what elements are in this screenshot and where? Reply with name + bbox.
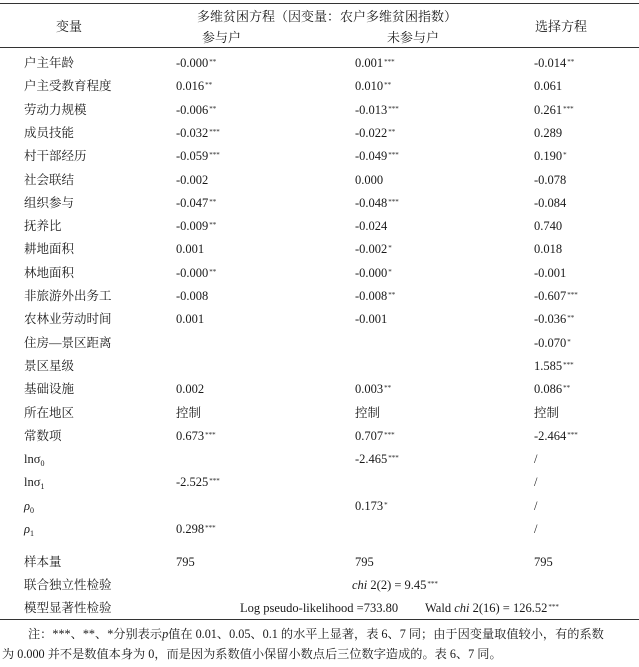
param-c2 — [355, 474, 356, 490]
row-c1 — [176, 311, 205, 327]
row-label: 住房—景区距离 — [24, 336, 112, 350]
wald-prefix: Wald — [425, 601, 455, 615]
coef-value: 0.010 — [355, 79, 384, 93]
row-c2 — [355, 288, 395, 304]
coef-value: 0.289 — [534, 126, 563, 140]
param-symbol: lnσ — [24, 452, 41, 466]
chi-symbol: chi — [352, 578, 368, 592]
coef-value: -0.070 — [534, 336, 567, 350]
significance-stars: * — [563, 151, 567, 159]
coef-value: 控制 — [355, 406, 381, 420]
coef-value: 0.018 — [534, 242, 563, 256]
row-c3 — [534, 335, 571, 351]
row-label: 组织参与 — [24, 196, 75, 210]
param-label — [24, 451, 44, 469]
row-c2 — [355, 265, 392, 281]
param-label — [24, 498, 34, 516]
loglik-value: Log pseudo-likelihood =733.80 — [240, 601, 399, 615]
row-c2 — [355, 405, 381, 421]
row-c3 — [534, 428, 578, 444]
significance-stars: * — [567, 338, 571, 346]
note-line-2: 为 0.000 并不是数值本身为 0，而是因为系数值小保留小数点后三位数字造成的。表 6、7 同。 — [2, 647, 502, 661]
significance-stars: *** — [205, 524, 216, 532]
param-c3 — [534, 521, 537, 537]
coef-value: 控制 — [176, 406, 202, 420]
coef-value: -0.059 — [176, 149, 209, 163]
significance-stars: *** — [567, 291, 578, 299]
significance-stars: ** — [209, 221, 217, 229]
coef-value: 0.298 — [176, 522, 205, 536]
header-equation: 多维贫困方程（因变量：农户多维贫困指数） — [197, 9, 458, 24]
row-label: 林地面积 — [24, 266, 75, 280]
row-label: 村干部经历 — [24, 149, 87, 163]
row-c2 — [355, 358, 356, 374]
row-c1 — [176, 125, 220, 141]
joint-test-label: 联合独立性检验 — [24, 578, 112, 592]
row-c3 — [534, 405, 560, 421]
row-label: 景区星级 — [24, 359, 75, 373]
coef-value: 0.000 — [355, 173, 384, 187]
sample-label: 样本量 — [24, 555, 62, 569]
row-label: 耕地面积 — [24, 242, 75, 256]
significance-stars: *** — [205, 431, 216, 439]
row-label: 户主受教育程度 — [24, 79, 112, 93]
significance-stars: *** — [384, 58, 395, 66]
row-label: 劳动力规模 — [24, 103, 87, 117]
row-label: 户主年龄 — [24, 56, 75, 70]
coef-value: -0.008 — [176, 289, 209, 303]
coef-value: -0.000 — [176, 266, 209, 280]
row-label: 常数项 — [24, 429, 62, 443]
row-c3 — [534, 125, 563, 141]
row-c1 — [176, 55, 216, 71]
significance-stars: ** — [209, 198, 217, 206]
param-subscript: 1 — [40, 482, 45, 491]
coef-value: -0.084 — [534, 196, 567, 210]
row-c3 — [534, 172, 567, 188]
row-c2 — [355, 148, 399, 164]
coef-value: / — [534, 499, 538, 513]
coef-value: -0.036 — [534, 312, 567, 326]
significance-stars: *** — [388, 105, 399, 113]
coef-value: -2.525 — [176, 475, 209, 489]
row-c1 — [176, 335, 177, 351]
row-c2 — [355, 335, 356, 351]
param-c3 — [534, 451, 537, 467]
coef-value: -0.006 — [176, 103, 209, 117]
significance-stars: ** — [205, 81, 213, 89]
row-c3 — [534, 78, 563, 94]
row-c1 — [176, 428, 216, 444]
row-c3 — [534, 195, 567, 211]
coef-value: -0.000 — [355, 266, 388, 280]
coef-value: -0.607 — [534, 289, 567, 303]
significance-stars: ** — [563, 384, 571, 392]
param-symbol: lnσ — [24, 475, 41, 489]
row-c2 — [355, 195, 399, 211]
row-c1 — [176, 78, 212, 94]
bottom-rule — [0, 619, 639, 620]
param-c1 — [176, 474, 220, 490]
row-c1 — [176, 405, 202, 421]
row-c1 — [176, 172, 209, 188]
row-c3 — [534, 311, 574, 327]
coef-value: 0.003 — [355, 382, 384, 396]
significance-stars: *** — [388, 454, 399, 462]
row-c1 — [176, 102, 216, 118]
significance-stars: ** — [388, 291, 396, 299]
coef-value: 0.740 — [534, 219, 563, 233]
note-line1-b: 值在 0.01、0.05、0.1 的水平上显著，表 6、7 同；由于因变量取值较小，有的系数 — [168, 627, 604, 641]
coef-value: 0.001 — [355, 56, 384, 70]
row-label: 基础设施 — [24, 382, 75, 396]
coef-value: -0.032 — [176, 126, 209, 140]
significance-stars: ** — [567, 58, 575, 66]
table-note — [0, 624, 639, 664]
row-c1 — [176, 358, 177, 374]
param-c3 — [534, 498, 537, 514]
row-c3 — [534, 55, 574, 71]
param-c3 — [534, 474, 537, 490]
param-c1 — [176, 521, 216, 537]
coef-value: 0.673 — [176, 429, 205, 443]
coef-value: 0.001 — [176, 312, 205, 326]
header-rule — [0, 47, 639, 48]
row-c3 — [534, 381, 570, 397]
row-label: 非旅游外出务工 — [24, 289, 112, 303]
coef-value: -0.013 — [355, 103, 388, 117]
header-nonparticipant: 未参与户 — [387, 30, 440, 45]
significance-stars: ** — [567, 314, 575, 322]
coef-value: -0.002 — [355, 242, 388, 256]
significance-stars: *** — [384, 431, 395, 439]
significance-stars: ** — [209, 105, 217, 113]
coef-value: 0.173 — [355, 499, 384, 513]
param-subscript: 1 — [30, 529, 34, 538]
row-c2 — [355, 125, 395, 141]
row-c3 — [534, 102, 574, 118]
significance-stars: ** — [384, 384, 392, 392]
param-label — [24, 521, 34, 539]
sample-c1: 795 — [176, 555, 195, 569]
coef-value: -2.465 — [355, 452, 388, 466]
coef-value: -0.022 — [355, 126, 388, 140]
joint-test-stars: *** — [427, 580, 438, 588]
row-label: 成员技能 — [24, 126, 75, 140]
row-c2 — [355, 78, 391, 94]
coef-value: -0.049 — [355, 149, 388, 163]
row-c3 — [534, 148, 567, 164]
coef-value: 0.001 — [176, 242, 205, 256]
row-c1 — [176, 218, 216, 234]
row-c1 — [176, 381, 205, 397]
row-c2 — [355, 102, 399, 118]
coef-value: -0.002 — [176, 173, 209, 187]
coef-value: -0.047 — [176, 196, 209, 210]
significance-stars: *** — [388, 151, 399, 159]
row-c2 — [355, 55, 395, 71]
coef-value: -0.014 — [534, 56, 567, 70]
chi-symbol: chi — [454, 601, 470, 615]
param-c1 — [176, 451, 177, 467]
significance-stars: ** — [388, 128, 396, 136]
param-label — [24, 474, 44, 492]
row-c2 — [355, 172, 384, 188]
note-p-symbol: p — [162, 627, 169, 641]
row-c1 — [176, 195, 216, 211]
joint-test-value — [352, 577, 438, 593]
significance-stars: *** — [567, 431, 578, 439]
wald-stars: *** — [548, 603, 559, 611]
note-line1-a: 注：***、**、*分别表示 — [28, 627, 163, 641]
row-c1 — [176, 148, 220, 164]
param-c2 — [355, 498, 388, 514]
row-c3 — [534, 288, 578, 304]
coef-value: 0.261 — [534, 103, 563, 117]
significance-stars: * — [388, 268, 392, 276]
significance-stars: *** — [209, 128, 220, 136]
significance-stars: *** — [563, 105, 574, 113]
significance-stars: ** — [384, 81, 392, 89]
param-c1 — [176, 498, 177, 514]
coef-value: 0.002 — [176, 382, 205, 396]
row-label: 所在地区 — [24, 406, 75, 420]
row-c2 — [355, 381, 391, 397]
significance-stars: * — [388, 244, 392, 252]
row-c3 — [534, 265, 567, 281]
significance-stars: * — [384, 501, 388, 509]
coef-value: / — [534, 522, 538, 536]
joint-test-expr: 2(2) = 9.45 — [367, 578, 427, 592]
wald-value — [425, 600, 559, 616]
header-participant: 参与户 — [202, 30, 242, 45]
param-subscript: 0 — [40, 459, 45, 468]
coef-value: -0.001 — [534, 266, 567, 280]
coef-value: -0.000 — [176, 56, 209, 70]
param-symbol: ρ — [24, 522, 30, 536]
coef-value: -0.078 — [534, 173, 567, 187]
row-c1 — [176, 241, 205, 257]
significance-stars: *** — [563, 361, 574, 369]
row-c1 — [176, 288, 209, 304]
coef-value: 控制 — [534, 406, 560, 420]
model-test-label: 模型显著性检验 — [24, 601, 112, 615]
sample-c3: 795 — [534, 555, 553, 569]
row-c3 — [534, 241, 563, 257]
sample-c2: 795 — [355, 555, 374, 569]
row-c2 — [355, 428, 395, 444]
coef-value: / — [534, 452, 538, 466]
significance-stars: *** — [388, 198, 399, 206]
coef-value: -0.009 — [176, 219, 209, 233]
significance-stars: ** — [209, 58, 217, 66]
row-label: 社会联结 — [24, 173, 75, 187]
significance-stars: *** — [209, 477, 220, 485]
row-c2 — [355, 241, 392, 257]
param-c2 — [355, 521, 356, 537]
coef-value: 0.190 — [534, 149, 563, 163]
row-c3 — [534, 218, 563, 234]
param-subscript: 0 — [30, 506, 34, 515]
coef-value: -0.048 — [355, 196, 388, 210]
significance-stars: ** — [209, 268, 217, 276]
significance-stars: *** — [209, 151, 220, 159]
coef-value: -0.001 — [355, 312, 388, 326]
row-label: 抚养比 — [24, 219, 62, 233]
coef-value: 0.061 — [534, 79, 563, 93]
header-selection: 选择方程 — [535, 19, 588, 34]
coef-value: -2.464 — [534, 429, 567, 443]
coef-value: 0.086 — [534, 382, 563, 396]
coef-value: 0.707 — [355, 429, 384, 443]
coef-value: -0.008 — [355, 289, 388, 303]
param-c2 — [355, 451, 399, 467]
coef-value: / — [534, 475, 538, 489]
row-label: 农林业劳动时间 — [24, 312, 112, 326]
top-rule — [0, 3, 639, 4]
coef-value: -0.024 — [355, 219, 388, 233]
row-c1 — [176, 265, 216, 281]
row-c3 — [534, 358, 574, 374]
coef-value: 0.016 — [176, 79, 205, 93]
note-line-1 — [0, 624, 639, 644]
row-c2 — [355, 218, 388, 234]
coef-value: 1.585 — [534, 359, 563, 373]
param-symbol: ρ — [24, 499, 30, 513]
row-c2 — [355, 311, 388, 327]
wald-expr: 2(16) = 126.52 — [469, 601, 548, 615]
header-variable: 变量 — [56, 19, 83, 34]
